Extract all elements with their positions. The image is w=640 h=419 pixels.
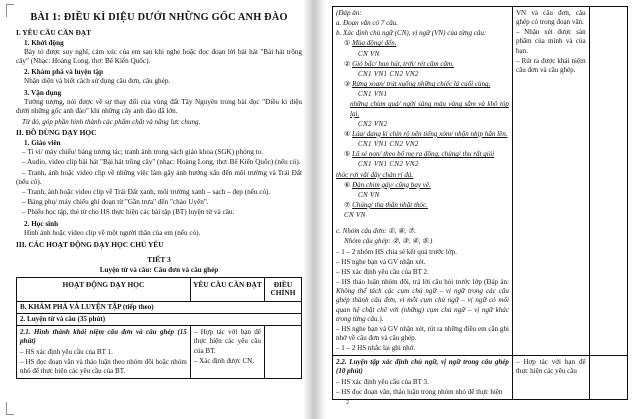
sentence-5-continuation: thóc rơi vãi đầy chân ri đá. [336,170,414,179]
left-page [14,0,304,419]
subsection-heading-apply: 3. Vận dụng [24,88,62,97]
activity-heading-22: 2.2. Luyện tập xác định chủ ngữ, vị ngữ trong câu ghép (10 phút) [336,358,509,376]
sentence-text-7: Chúng/ tha thẩn nhặt thóc. [352,200,428,209]
requirement-cell [512,7,589,356]
sentence-number-7: ⑦ [344,200,351,209]
activity-heading-21: 2.1. Hình thành khái niệm câu đơn và câu ghép (15 phút) [20,328,187,346]
lesson-title: BÀI 1: ĐIỀU KÌ DIỆU DƯỚI NHỮNG GỐC ANH ĐÀO [30,12,288,23]
requirement-line-2: – Nhận xét được sản phẩm của mình và của bạn. [515,28,586,55]
sentence-labels-6: CN VN [358,190,380,199]
sentence-labels-2: CN1 VN1 CN2 VN2 [358,69,419,78]
teacher-material-4: – Tranh, ảnh hoặc video clip về Trái Đất xanh, môi trường xanh – sạch – đẹp (nếu có). [22,187,271,196]
subsection-heading-warmup: 1. Khởi động [24,39,64,47]
sentence-2 [336,60,509,69]
answer-group-compound: Nhóm câu ghép: ②, ③, ④, ⑤.) [344,237,433,246]
section-heading-materials: II. ĐỒ DÙNG DẠY HỌC [16,128,97,138]
requirement-line-1: VN và câu đơn, câu ghép có trong đoạn văn. [515,9,586,27]
answer-group-simple: c. Nhóm câu đơn: ①, ⑥, ⑦. [336,227,416,236]
discuss-lead: – HS thảo luận nhóm đôi, trả lời câu hỏi trước lớp (Đáp án: [336,278,509,287]
sentence-3 [336,80,509,89]
activity-line-bt3: – HS xác định yêu cầu của BT 3. [336,377,429,386]
section-heading-requirements: I. YÊU CẦU CẦN ĐẠT [16,28,92,37]
adjustment-cell [589,356,627,400]
activity-line-listen: – HS nghe bạn và GV nhận xét. [336,257,426,266]
section-closing-note: Từ đó, góp phần hình thành các phẩm chất và năng lực chung. [22,118,201,127]
sentence-number-6: ⑥ [344,180,351,189]
adjustment-cell [264,326,301,379]
answer-intro-1: a. Đoạn văn có 7 câu. [336,19,399,28]
col-header-adjustment: ĐIỀU CHỈNH [264,277,301,301]
lesson-plan-table-continued [332,6,628,400]
activity-cell [17,326,191,379]
requirement-cell [190,326,264,379]
activity-line-review: – HS nghe bạn và GV nhận xét, rút ra những điều em cần ghi nhớ về câu đơn và câu ghép. [336,324,509,342]
subsection-text-apply: Tưởng tượng, nói được về sự thay đổi của vùng đất Tây Nguyên trong bài đọc "Điều kì diệu dưới những gốc anh đào" khi những cây anh đào đã lớn. [16,97,302,115]
activity-line-bt2: – HS xác định yêu cầu của BT 2. [336,267,429,276]
subsection-heading-student: 2. Học sinh [24,219,59,228]
period-subject: Luyện từ và câu: Câu đơn và câu ghép [99,265,219,274]
requirement-line-2: – Xác định được CN, [193,356,255,365]
sentence-5 [336,150,509,159]
answer-intro-0: (Đáp án: [336,9,362,17]
subsection-heading-teacher: 1. Giáo viên [24,139,61,148]
activity-line-2: – HS đọc đoạn văn và thảo luận theo nhóm đôi hoặc nhóm nhỏ để thực hiện các yêu cầu của BT. [20,357,187,375]
col-header-requirement: YÊU CẦU CẦN ĐẠT [190,277,264,301]
subsection-text-warmup: Bày tỏ được suy nghĩ, cảm xúc của em sau khi nghe hoặc đọc đoạn lời bài hát "Bài hát trồng cây" (Nhạc: Hoàng Long, thơ: Bế Kiến Quốc). [16,48,302,66]
subsection-text-explore: Nhận diện và biết cách sử dụng câu đơn, câu ghép. [24,77,171,86]
sentence-labels-4: CN1 VN1 CN2 VN2 [358,140,419,149]
sentence-labels-3b: CN2 VN2 [358,119,388,128]
sentence-text-3: Rừng xoan/ trút xuống những chiếc lá cuối cùng, [352,80,491,89]
teacher-material-5: – Bảng phụ/ máy chiếu ghi đoạn từ "Gần trưa" đến "chào Uyên". [22,198,209,207]
sentence-text-1: Mùa đông/ đến. [352,39,397,48]
adjustment-cell [589,7,627,356]
activity-line-share: – 1 – 2 nhóm HS chia sẻ kết quả trước lớp. [336,247,457,256]
teacher-material-6: – Phiếu học tập, thẻ từ cho HS thực hiện các bài tập (BT) luyện từ và câu. [22,208,235,217]
sentence-1 [336,39,509,48]
sentence-labels-7: CN VN [344,211,366,220]
sentence-labels-5: CN1 VN1 CN2 VN2 [358,160,419,169]
activity-cell [333,7,513,356]
table-row [17,314,302,326]
section-heading-activities: III. CÁC HOẠT ĐỘNG DẠY HỌC CHỦ YẾU [16,239,164,249]
sentence-number-1: ① [344,39,351,48]
table-section-b: B. KHÁM PHÁ VÀ LUYỆN TẬP (tiếp theo) [17,301,302,313]
sentence-text-6: Đàn chim gáy/ cũng bay về. [352,180,431,189]
sentence-7 [336,201,509,210]
lesson-plan-table [16,277,302,379]
sentence-labels-3: CN1 VN1 [358,90,388,99]
sentence-number-3: ③ [344,80,351,89]
sentence-4 [336,130,509,139]
sentence-labels-1: CN VN [358,49,380,58]
activity-line-1: – HS xác định yêu cầu của BT 1. [20,347,113,356]
sentence-number-5: ⑤ [344,150,351,159]
teacher-material-1: – Ti vi/ máy chiếu/ bảng tương tác; tranh ảnh trong sách giáo khoa (SGK) phóng to. [22,148,264,157]
table-row [17,326,302,379]
sentence-text-2: Gió bấc/ hun hút, trời/ rét căm căm. [352,59,454,68]
sentence-number-4: ④ [344,129,351,138]
table-section-2: 2. Luyện từ và câu (35 phút) [17,314,302,326]
sentence-text-5: Lũ sẻ non/ theo bố mẹ ra đồng, chúng/ thu rất giỏi [352,150,495,159]
requirement-line-3: – Rút ra được khái niệm câu đơn và câu ghép. [515,56,586,74]
subsection-heading-explore: 2. Khám phá và luyện tập [24,68,104,77]
page-number: 2 [346,399,349,406]
sentence-6 [336,181,509,190]
sentence-3-continuation: những chùm quả/ ngời sáng màu vàng sẫm và khô tóp lại. [350,100,509,118]
activity-cell [333,356,513,400]
answer-intro-2: b. Xác định chủ ngữ (CN), vị ngữ (VN) của từng câu: [336,29,487,38]
requirement-cell [512,356,589,400]
page-gutter [303,0,327,419]
activity-line-repeat: – 1 – 2 HS nhắc lại ghi nhớ. [336,344,416,353]
period-label: TIẾT 3 [147,254,171,264]
col-header-activity: HOẠT ĐỘNG DẠY HỌC [17,277,191,301]
table-row [17,301,302,313]
activity-line-groupwork: – HS đọc đoạn văn, thảo luận trong nhóm nhỏ để thực hiện [336,387,503,396]
table-row [333,7,628,356]
sentence-text-4: Lúa/ đang kì chín rộ nên tiếng xóm/ nhộn nhịp hẳn lên. [352,129,508,138]
table-row [333,356,628,400]
activity-line-discuss [336,278,509,324]
teacher-material-3: – Tranh, ảnh hoặc video clip về những việc làm gây ảnh hưởng xấu đến môi trường và Trái Đất (nếu có). [16,168,302,186]
teacher-material-2: – Audio, video clip bài hát "Bài hát trồng cây" (nhạc: Hoàng Long, thơ: Bế Kiến Quốc) (nếu có). [22,158,301,167]
sentence-number-2: ② [344,59,351,68]
requirement-line-1: – Hợp tác với bạn để thực hiện các yêu cầu [515,358,586,376]
student-material-1: Hình ảnh hoặc video clip về một người thân của em (nếu có). [24,228,201,237]
right-page [330,0,630,419]
discuss-tail: ). [379,314,384,323]
table-header-row [17,277,302,301]
requirement-line-1: – Hợp tác với bạn để thực hiện các yêu cầu của BT. [193,328,261,355]
discuss-answer: Không thể tách các cụm chủ ngữ – vị ngữ trong các câu ghép thành câu đơn, vì mỗi cụm chủ ngữ – vị ngữ có mối quan hệ chặt chẽ với (những) cụm chủ ngữ – vị ngữ khác trong từng câu. [336,287,509,323]
